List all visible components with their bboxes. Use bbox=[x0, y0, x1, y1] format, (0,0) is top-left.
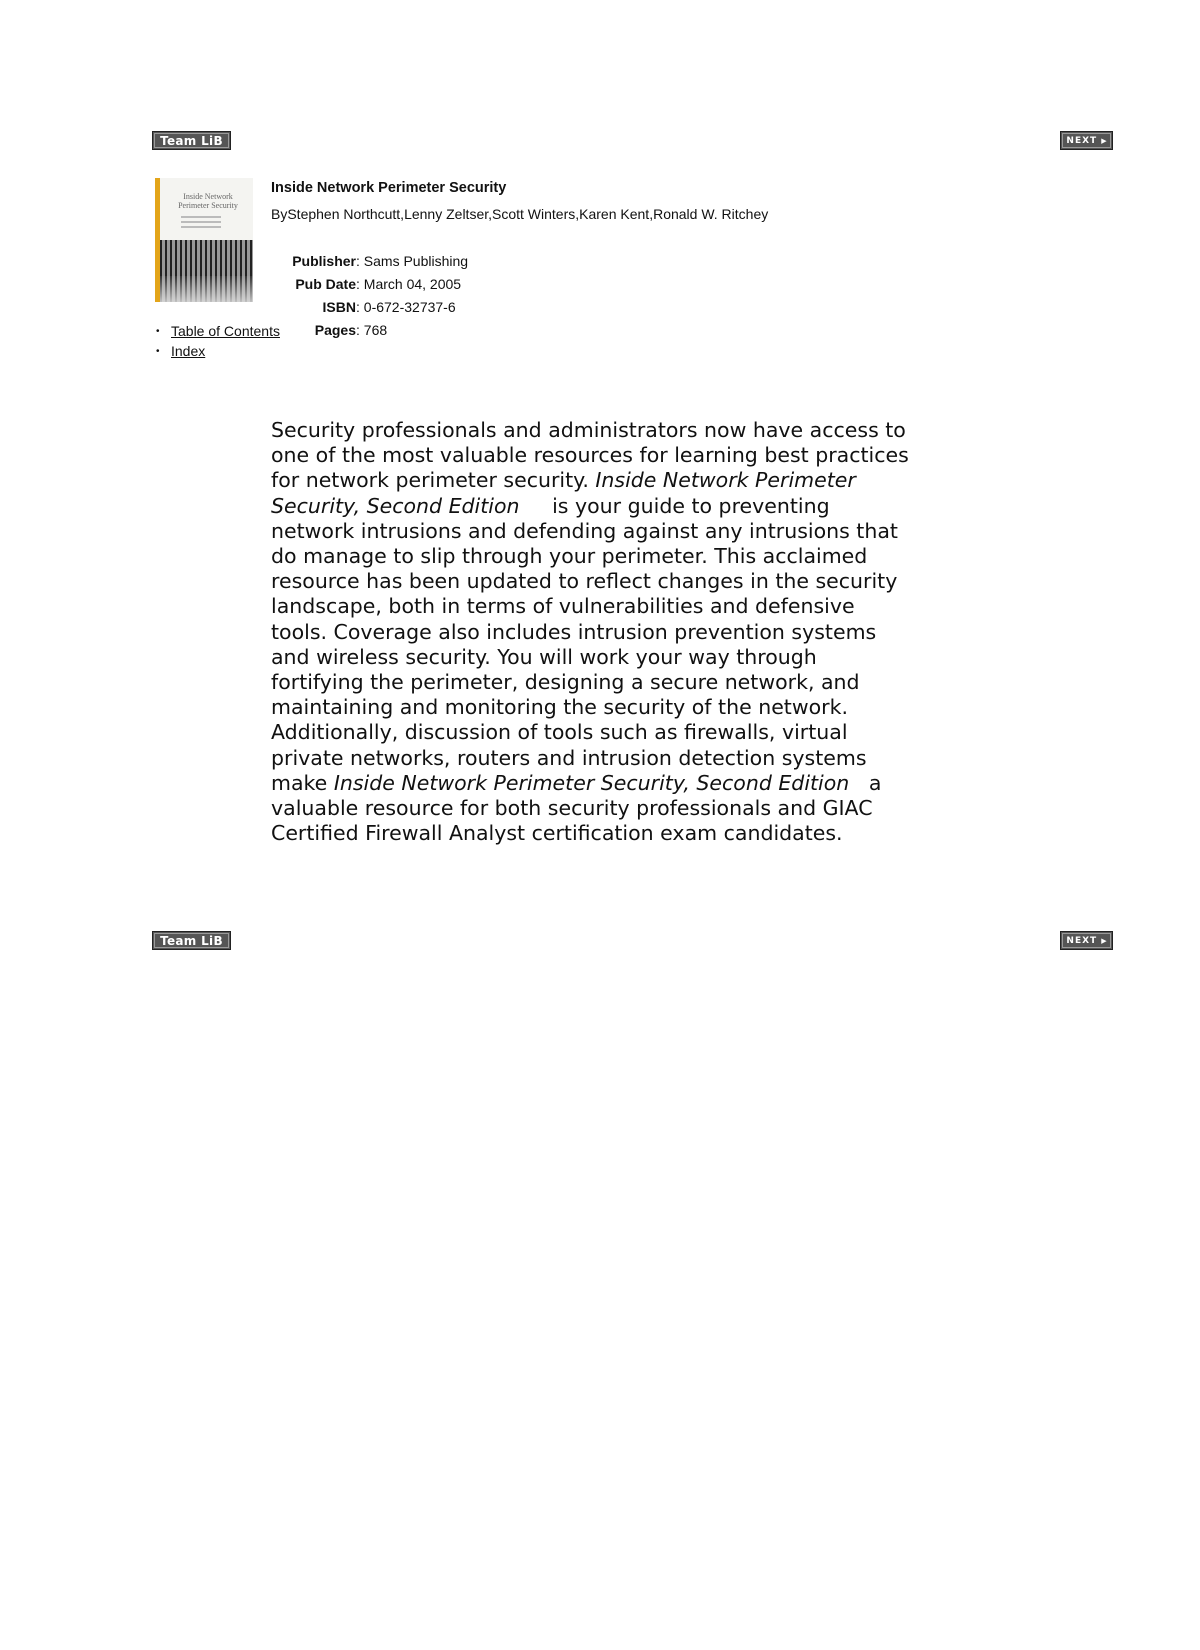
book-cover-image bbox=[155, 178, 253, 302]
team-lib-logo-top[interactable] bbox=[152, 131, 231, 150]
next-button-top[interactable] bbox=[1060, 131, 1113, 150]
team-lib-label: Team LiB bbox=[160, 133, 223, 148]
description-part2: is your guide to preventing network intrusions and defending against any intrusions that do manage to slip through your perimeter. This acclaimed resource has been updated to reflect changes in the security landscape, both in terms of vulnerabilities and defensive tools. Coverage also includes intrusion prevention systems and wireless security. You will work your way through fortifying the perimeter, designing a secure network, and maintaining and monitoring the security of the network. Additionally, discussion of tools such as firewalls, virtual private networks, routers and intrusion detection systems make bbox=[271, 493, 898, 795]
book-authors: ByStephen Northcutt,Lenny Zeltser,Scott Winters,Karen Kent,Ronald W. Ritchey bbox=[271, 206, 769, 222]
isbn-label: ISBN bbox=[322, 299, 356, 315]
pubdate-label: Pub Date bbox=[295, 276, 356, 292]
list-item bbox=[155, 342, 280, 360]
cover-title-line1: Inside Network bbox=[183, 192, 233, 201]
book-title: Inside Network Perimeter Security bbox=[271, 180, 507, 196]
play-arrow-icon: ▶ bbox=[1101, 936, 1107, 945]
next-button-bottom[interactable] bbox=[1060, 931, 1113, 950]
isbn-row: ISBN : 0-672-32737-6 bbox=[271, 296, 468, 319]
isbn-value: 0-672-32737-6 bbox=[363, 299, 456, 315]
book-links-list bbox=[155, 322, 280, 362]
description-italic-title-2: Inside Network Perimeter Security, Second Edition bbox=[333, 770, 850, 795]
description-italic-title-1: Inside Network Perimeter Security, Second Edition bbox=[271, 468, 856, 518]
book-description bbox=[271, 418, 911, 846]
pages-row: Pages : 768 bbox=[271, 319, 468, 342]
play-arrow-icon: ▶ bbox=[1101, 136, 1107, 145]
book-metadata bbox=[271, 250, 468, 342]
next-label: NEXT bbox=[1066, 135, 1098, 146]
team-lib-label: Team LiB bbox=[160, 933, 223, 948]
pages-label: Pages bbox=[314, 322, 356, 338]
team-lib-logo-bottom[interactable] bbox=[152, 931, 231, 950]
index-link[interactable]: Index bbox=[171, 343, 206, 359]
pubdate-row: Pub Date : March 04, 2005 bbox=[271, 273, 468, 296]
publisher-row: Publisher : Sams Publishing bbox=[271, 250, 468, 273]
publisher-value: Sams Publishing bbox=[363, 253, 469, 269]
next-label: NEXT bbox=[1066, 935, 1098, 946]
bullet-icon: • bbox=[156, 346, 160, 357]
pubdate-value: March 04, 2005 bbox=[363, 276, 462, 292]
description-part3: a valuable resource for both security professionals and GIAC Certified Firewall Analyst certification exam candidates. bbox=[271, 770, 882, 846]
pages-value: 768 bbox=[363, 322, 388, 338]
cover-title-line2: Perimeter Security bbox=[178, 201, 238, 210]
publisher-label: Publisher bbox=[292, 253, 356, 269]
description-part1: Security professionals and administrators now have access to one of the most valuable resources for learning best practices for network perimeter security. bbox=[271, 418, 909, 493]
table-of-contents-link[interactable]: Table of Contents bbox=[171, 323, 280, 339]
list-item bbox=[155, 322, 280, 340]
bullet-icon: • bbox=[156, 326, 160, 337]
